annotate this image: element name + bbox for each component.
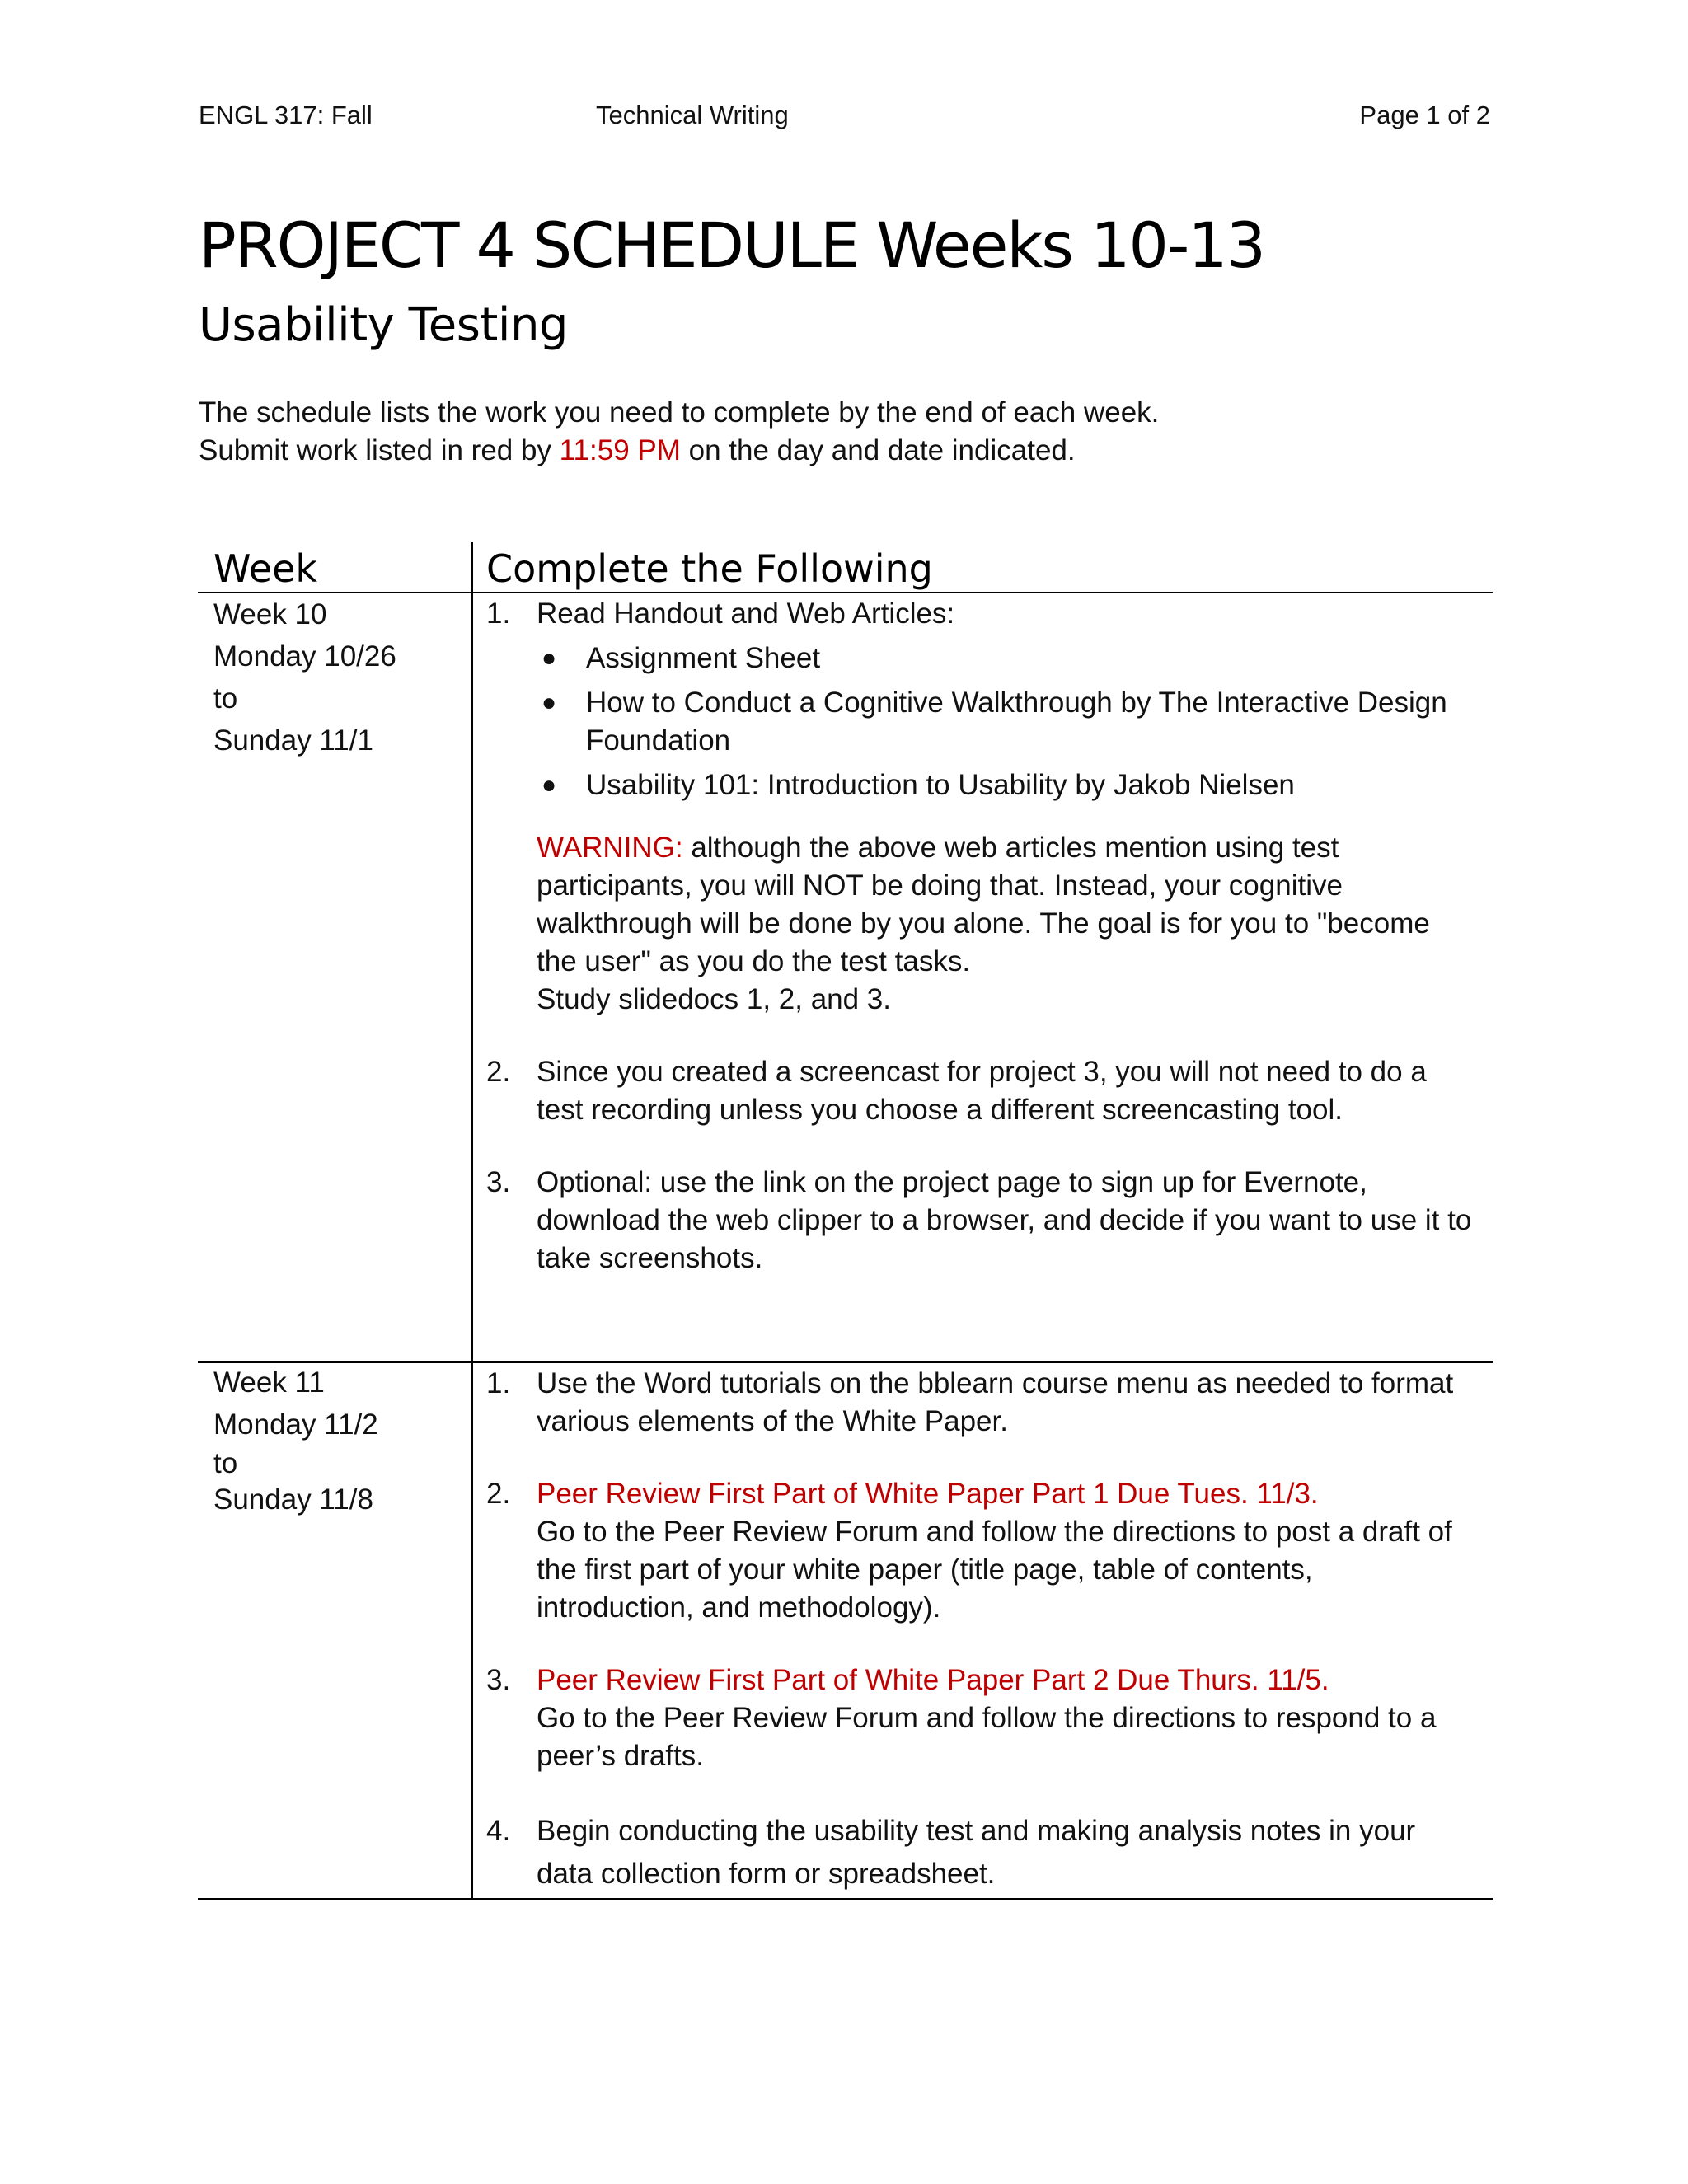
bullet-item: [537, 766, 1475, 804]
week-11-end: Sunday 11/8: [213, 1483, 373, 1516]
warning-label: WARNING:: [537, 832, 683, 864]
warning-note: [537, 829, 1475, 981]
week-10-tasks: [486, 595, 1475, 1277]
intro-text: [199, 394, 1159, 470]
item-text: Go to the Peer Review Forum and follow the directions to post a draft of the first part of your white paper (title page, table of contents, introduction, and methodology).: [537, 1516, 1452, 1624]
bullet-text: How to Conduct a Cognitive Walkthrough by The Interactive Design Foundation: [586, 687, 1447, 757]
warning-text: although the above web articles mention using test participants, you will NOT be doing that. Instead, your cognitive walkthrough will be done by you alone. The goal is for you to "become the user" as you do the test tasks.: [537, 832, 1430, 977]
week-11-label: Week 11: [213, 1366, 325, 1399]
table-bottom-rule: [198, 1898, 1493, 1900]
week-11-cell: [213, 1361, 461, 1518]
column-header-complete: Complete the Following: [486, 546, 933, 591]
list-item: [486, 1053, 1475, 1129]
list-item: [486, 1164, 1475, 1277]
header-subject: Technical Writing: [596, 101, 789, 129]
item-number: 3.: [486, 1166, 511, 1198]
week-10-to: to: [213, 682, 238, 715]
list-item: [486, 1810, 1475, 1896]
item-text: Optional: use the link on the project page to sign up for Evernote, download the web clipper to a browser, and decide if you want to use it to take screenshots.: [537, 1166, 1472, 1274]
bullet-text: Usability 101: Introduction to Usability by Jakob Nielsen: [586, 769, 1295, 801]
page-subtitle: Usability Testing: [199, 298, 568, 352]
bullet-icon: ●: [542, 689, 557, 716]
intro-line-1: The schedule lists the work you need to complete by the end of each week.: [199, 396, 1160, 429]
bullet-icon: ●: [542, 644, 557, 672]
bullet-item: [537, 640, 1475, 677]
table-column-divider: [471, 542, 473, 1900]
list-item: [486, 1475, 1475, 1627]
item-number: 2.: [486, 1478, 511, 1510]
list-item: [486, 595, 1475, 1019]
bullet-icon: ●: [542, 771, 557, 799]
deadline-time: 11:59 PM: [559, 434, 681, 466]
article-list: [537, 640, 1475, 804]
page-title: PROJECT 4 SCHEDULE Weeks 10-13: [199, 209, 1265, 282]
item-deadline: Peer Review First Part of White Paper Part 1 Due Tues. 11/3.: [537, 1478, 1319, 1510]
week-11-tasks: [486, 1365, 1475, 1896]
header-course: ENGL 317: Fall: [199, 101, 373, 129]
week-10-end: Sunday 11/1: [213, 724, 373, 757]
study-note: Study slidedocs 1, 2, and 3.: [537, 983, 891, 1015]
bullet-item: [537, 684, 1475, 760]
week-10-cell: [213, 593, 461, 762]
item-text: Begin conducting the usability test and making analysis notes in your data collection form or spreadsheet.: [537, 1815, 1416, 1890]
header-page-number: Page 1 of 2: [1359, 101, 1490, 129]
intro-line-2: [199, 432, 1159, 470]
week-10-start: Monday 10/26: [213, 640, 396, 673]
list-item: [486, 1661, 1475, 1775]
week-10-label: Week 10: [213, 598, 327, 630]
item-number: 1.: [486, 1367, 511, 1399]
column-header-week: Week: [213, 546, 318, 591]
week-11-start: Monday 11/2: [213, 1408, 378, 1441]
item-text: Use the Word tutorials on the bblearn course menu as needed to format various elements of the White Paper.: [537, 1367, 1454, 1437]
item-number: 2.: [486, 1056, 511, 1088]
item-deadline: Peer Review First Part of White Paper Part 2 Due Thurs. 11/5.: [537, 1664, 1329, 1696]
item-number: 3.: [486, 1664, 511, 1696]
week-11-to: to: [213, 1447, 238, 1479]
list-item: [486, 1365, 1475, 1441]
bullet-text: Assignment Sheet: [586, 642, 821, 674]
item-number: 1.: [486, 598, 511, 630]
intro-line-2-post: on the day and date indicated.: [680, 434, 1076, 466]
item-text: Go to the Peer Review Forum and follow the directions to respond to a peer’s drafts.: [537, 1702, 1437, 1772]
intro-line-2-pre: Submit work listed in red by: [199, 434, 560, 466]
item-number: 4.: [486, 1815, 511, 1847]
item-text: Since you created a screencast for project 3, you will not need to do a test recording unless you choose a different screencasting tool.: [537, 1056, 1427, 1126]
item-text: Read Handout and Web Articles:: [537, 598, 955, 630]
